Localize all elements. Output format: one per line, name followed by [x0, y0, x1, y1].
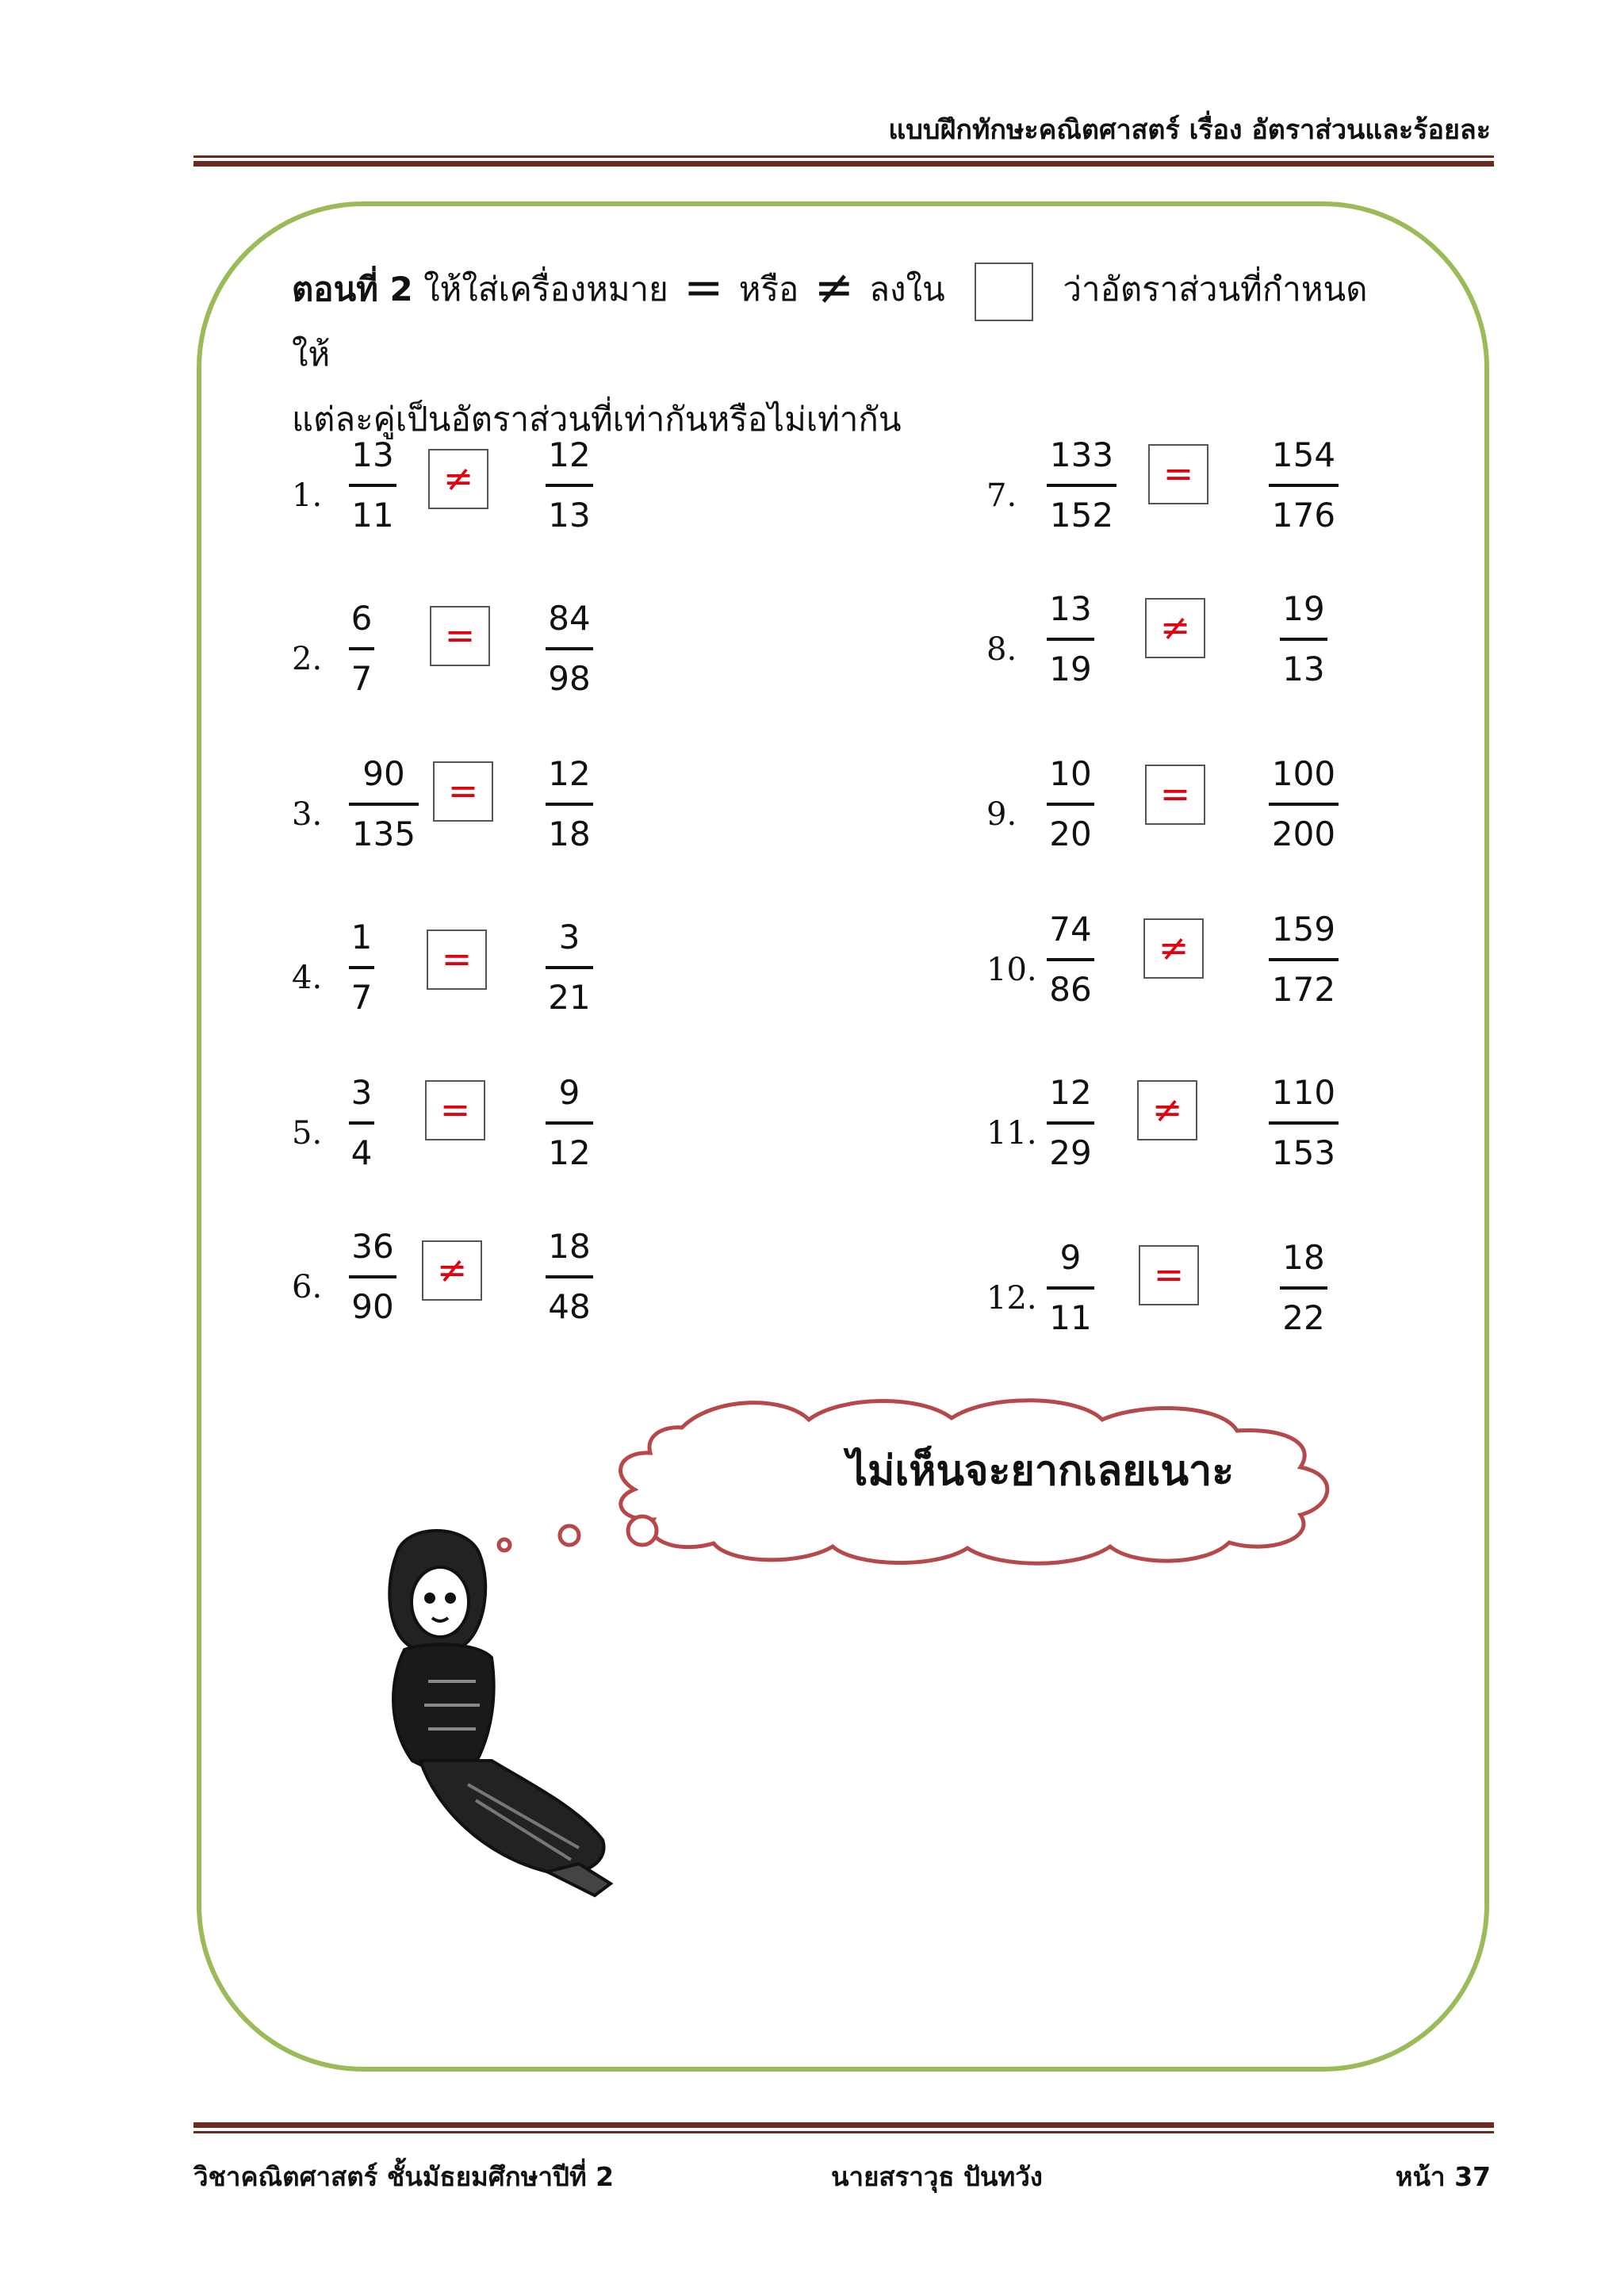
fraction-left	[1047, 1236, 1094, 1340]
item-number: 12.	[986, 1280, 1037, 1317]
fraction-right	[546, 1225, 593, 1329]
fraction-left	[349, 1225, 396, 1329]
numerator: 6	[350, 599, 373, 638]
fraction-bar	[546, 1275, 593, 1278]
denominator: 22	[1282, 1298, 1325, 1337]
item-number: 1.	[292, 477, 323, 514]
numerator: 133	[1049, 435, 1114, 474]
blank-box-icon	[975, 263, 1033, 321]
answer-box[interactable]: =	[1145, 765, 1205, 825]
denominator: 176	[1271, 496, 1336, 535]
fraction-left	[349, 433, 396, 538]
fraction-left	[349, 1071, 374, 1175]
instruction-or: หรือ	[738, 270, 799, 309]
header-rule-thin	[193, 155, 1494, 158]
numerator: 74	[1049, 910, 1092, 949]
fraction-bar	[1047, 484, 1116, 487]
fraction-bar	[546, 1121, 593, 1125]
denominator: 12	[548, 1133, 591, 1172]
denominator: 152	[1049, 496, 1114, 535]
instruction-label: ตอนที่ 2	[292, 270, 413, 309]
header-rule-thick	[193, 161, 1494, 167]
numerator: 100	[1271, 754, 1336, 793]
answer-box[interactable]: =	[1148, 444, 1208, 504]
numerator: 154	[1271, 435, 1336, 474]
instruction-text-c: ว่าอัตราส่วนที่กำหนดให้	[292, 270, 1368, 374]
denominator: 48	[548, 1287, 591, 1326]
numerator: 1	[350, 918, 373, 956]
fraction-left	[1047, 587, 1094, 692]
girl-illustration-icon	[341, 1523, 698, 1903]
numerator: 12	[1049, 1073, 1092, 1112]
numerator: 3	[350, 1073, 373, 1112]
item-number: 5.	[292, 1115, 323, 1152]
fraction-bar	[1047, 803, 1094, 806]
fraction-bar	[546, 966, 593, 969]
header-title: แบบฝึกทักษะคณิตศาสตร์ เรื่อง อัตราส่วนและร้อยละ	[888, 114, 1491, 146]
fraction-bar	[349, 1275, 396, 1278]
numerator: 159	[1271, 910, 1336, 949]
fraction-right	[1269, 1071, 1339, 1175]
answer-box[interactable]: =	[1139, 1245, 1199, 1305]
equal-sign: =	[684, 260, 724, 316]
numerator: 13	[351, 435, 394, 474]
answer-box[interactable]: ≠	[422, 1240, 482, 1301]
fraction-bar	[349, 803, 419, 806]
numerator: 10	[1049, 754, 1092, 793]
denominator: 135	[351, 815, 416, 853]
fraction-bar	[1047, 638, 1094, 641]
numerator: 18	[548, 1227, 591, 1266]
answer-box[interactable]: ≠	[1143, 918, 1204, 979]
numerator: 18	[1282, 1238, 1325, 1277]
fraction-bar	[1269, 484, 1339, 487]
item-number: 11.	[986, 1115, 1037, 1152]
fraction-left	[349, 752, 419, 857]
footer-page: หน้า 37	[1395, 2161, 1491, 2192]
numerator: 36	[351, 1227, 394, 1266]
instruction-text-b: ลงใน	[869, 270, 945, 309]
fraction-bar	[349, 647, 374, 650]
fraction-bar	[1269, 958, 1339, 961]
denominator: 7	[350, 659, 373, 698]
numerator: 12	[548, 754, 591, 793]
footer-author: นายสราวุธ ปันทวัง	[831, 2161, 1043, 2192]
denominator: 153	[1271, 1133, 1336, 1172]
fraction-right	[1269, 433, 1339, 538]
fraction-bar	[1280, 638, 1327, 641]
denominator: 11	[1049, 1298, 1092, 1337]
item-number: 7.	[986, 477, 1017, 514]
answer-box[interactable]: ≠	[1145, 598, 1205, 658]
fraction-bar	[1280, 1286, 1327, 1290]
numerator: 13	[1049, 589, 1092, 628]
item-number: 4.	[292, 960, 323, 996]
denominator: 20	[1049, 815, 1092, 853]
fraction-right	[546, 1071, 593, 1175]
fraction-right	[1269, 752, 1339, 857]
numerator: 84	[548, 599, 591, 638]
answer-box[interactable]: =	[427, 930, 487, 990]
instruction-line2: แต่ละคู่เป็นอัตราส่วนที่เท่ากันหรือไม่เท่ากัน	[292, 400, 902, 439]
fraction-left	[1047, 433, 1116, 538]
fraction-right	[546, 915, 593, 1020]
instruction-text-a: ให้ใส่เครื่องหมาย	[423, 270, 668, 309]
numerator: 12	[548, 435, 591, 474]
numerator: 9	[1059, 1238, 1082, 1277]
fraction-left	[349, 915, 374, 1020]
fraction-bar	[546, 484, 593, 487]
item-number: 10.	[986, 952, 1037, 988]
fraction-right	[1280, 587, 1327, 692]
numerator: 9	[558, 1073, 580, 1112]
denominator: 13	[1282, 650, 1325, 688]
fraction-bar	[349, 966, 374, 969]
denominator: 29	[1049, 1133, 1092, 1172]
footer-rule-thick	[193, 2122, 1494, 2128]
fraction-bar	[1269, 803, 1339, 806]
denominator: 7	[350, 978, 373, 1017]
answer-box[interactable]: =	[433, 761, 493, 822]
denominator: 98	[548, 659, 591, 698]
instruction	[292, 255, 1402, 452]
numerator: 110	[1271, 1073, 1336, 1112]
denominator: 90	[351, 1287, 394, 1326]
denominator: 19	[1049, 650, 1092, 688]
denominator: 172	[1271, 970, 1336, 1009]
answer-box[interactable]: =	[425, 1080, 485, 1140]
denominator: 86	[1049, 970, 1092, 1009]
footer-subject: วิชาคณิตศาสตร์ ชั้นมัธยมศึกษาปีที่ 2	[193, 2161, 615, 2192]
fraction-left	[1047, 907, 1094, 1012]
item-number: 3.	[292, 796, 323, 833]
fraction-bar	[546, 803, 593, 806]
item-number: 2.	[292, 641, 323, 677]
item-number: 9.	[986, 796, 1017, 833]
denominator: 18	[548, 815, 591, 853]
not-equal-sign: ≠	[814, 260, 854, 316]
fraction-right	[546, 433, 593, 538]
denominator: 13	[548, 496, 591, 535]
fraction-bar	[1047, 1121, 1094, 1125]
item-number: 8.	[986, 631, 1017, 668]
denominator: 21	[548, 978, 591, 1017]
fraction-bar	[349, 484, 396, 487]
fraction-right	[1280, 1236, 1327, 1340]
item-number: 6.	[292, 1269, 323, 1305]
fraction-bar	[1047, 1286, 1094, 1290]
denominator: 4	[350, 1133, 373, 1172]
answer-box[interactable]: ≠	[1137, 1080, 1197, 1140]
answer-box[interactable]: =	[430, 606, 490, 666]
denominator: 200	[1271, 815, 1336, 853]
numerator: 19	[1282, 589, 1325, 628]
answer-box[interactable]: ≠	[428, 449, 488, 509]
fraction-right	[1269, 907, 1339, 1012]
numerator: 3	[558, 918, 580, 956]
fraction-left	[1047, 752, 1094, 857]
fraction-left	[349, 596, 374, 701]
footer-rule-thin	[193, 2131, 1494, 2133]
fraction-right	[546, 752, 593, 857]
fraction-bar	[349, 1121, 374, 1125]
fraction-left	[1047, 1071, 1094, 1175]
numerator: 90	[362, 754, 405, 793]
fraction-bar	[1047, 958, 1094, 961]
thought-bubble-text: ไม่เห็นจะยากเลยเนาะ	[847, 1447, 1235, 1495]
fraction-right	[546, 596, 593, 701]
fraction-bar	[546, 647, 593, 650]
fraction-bar	[1269, 1121, 1339, 1125]
denominator: 11	[351, 496, 394, 535]
